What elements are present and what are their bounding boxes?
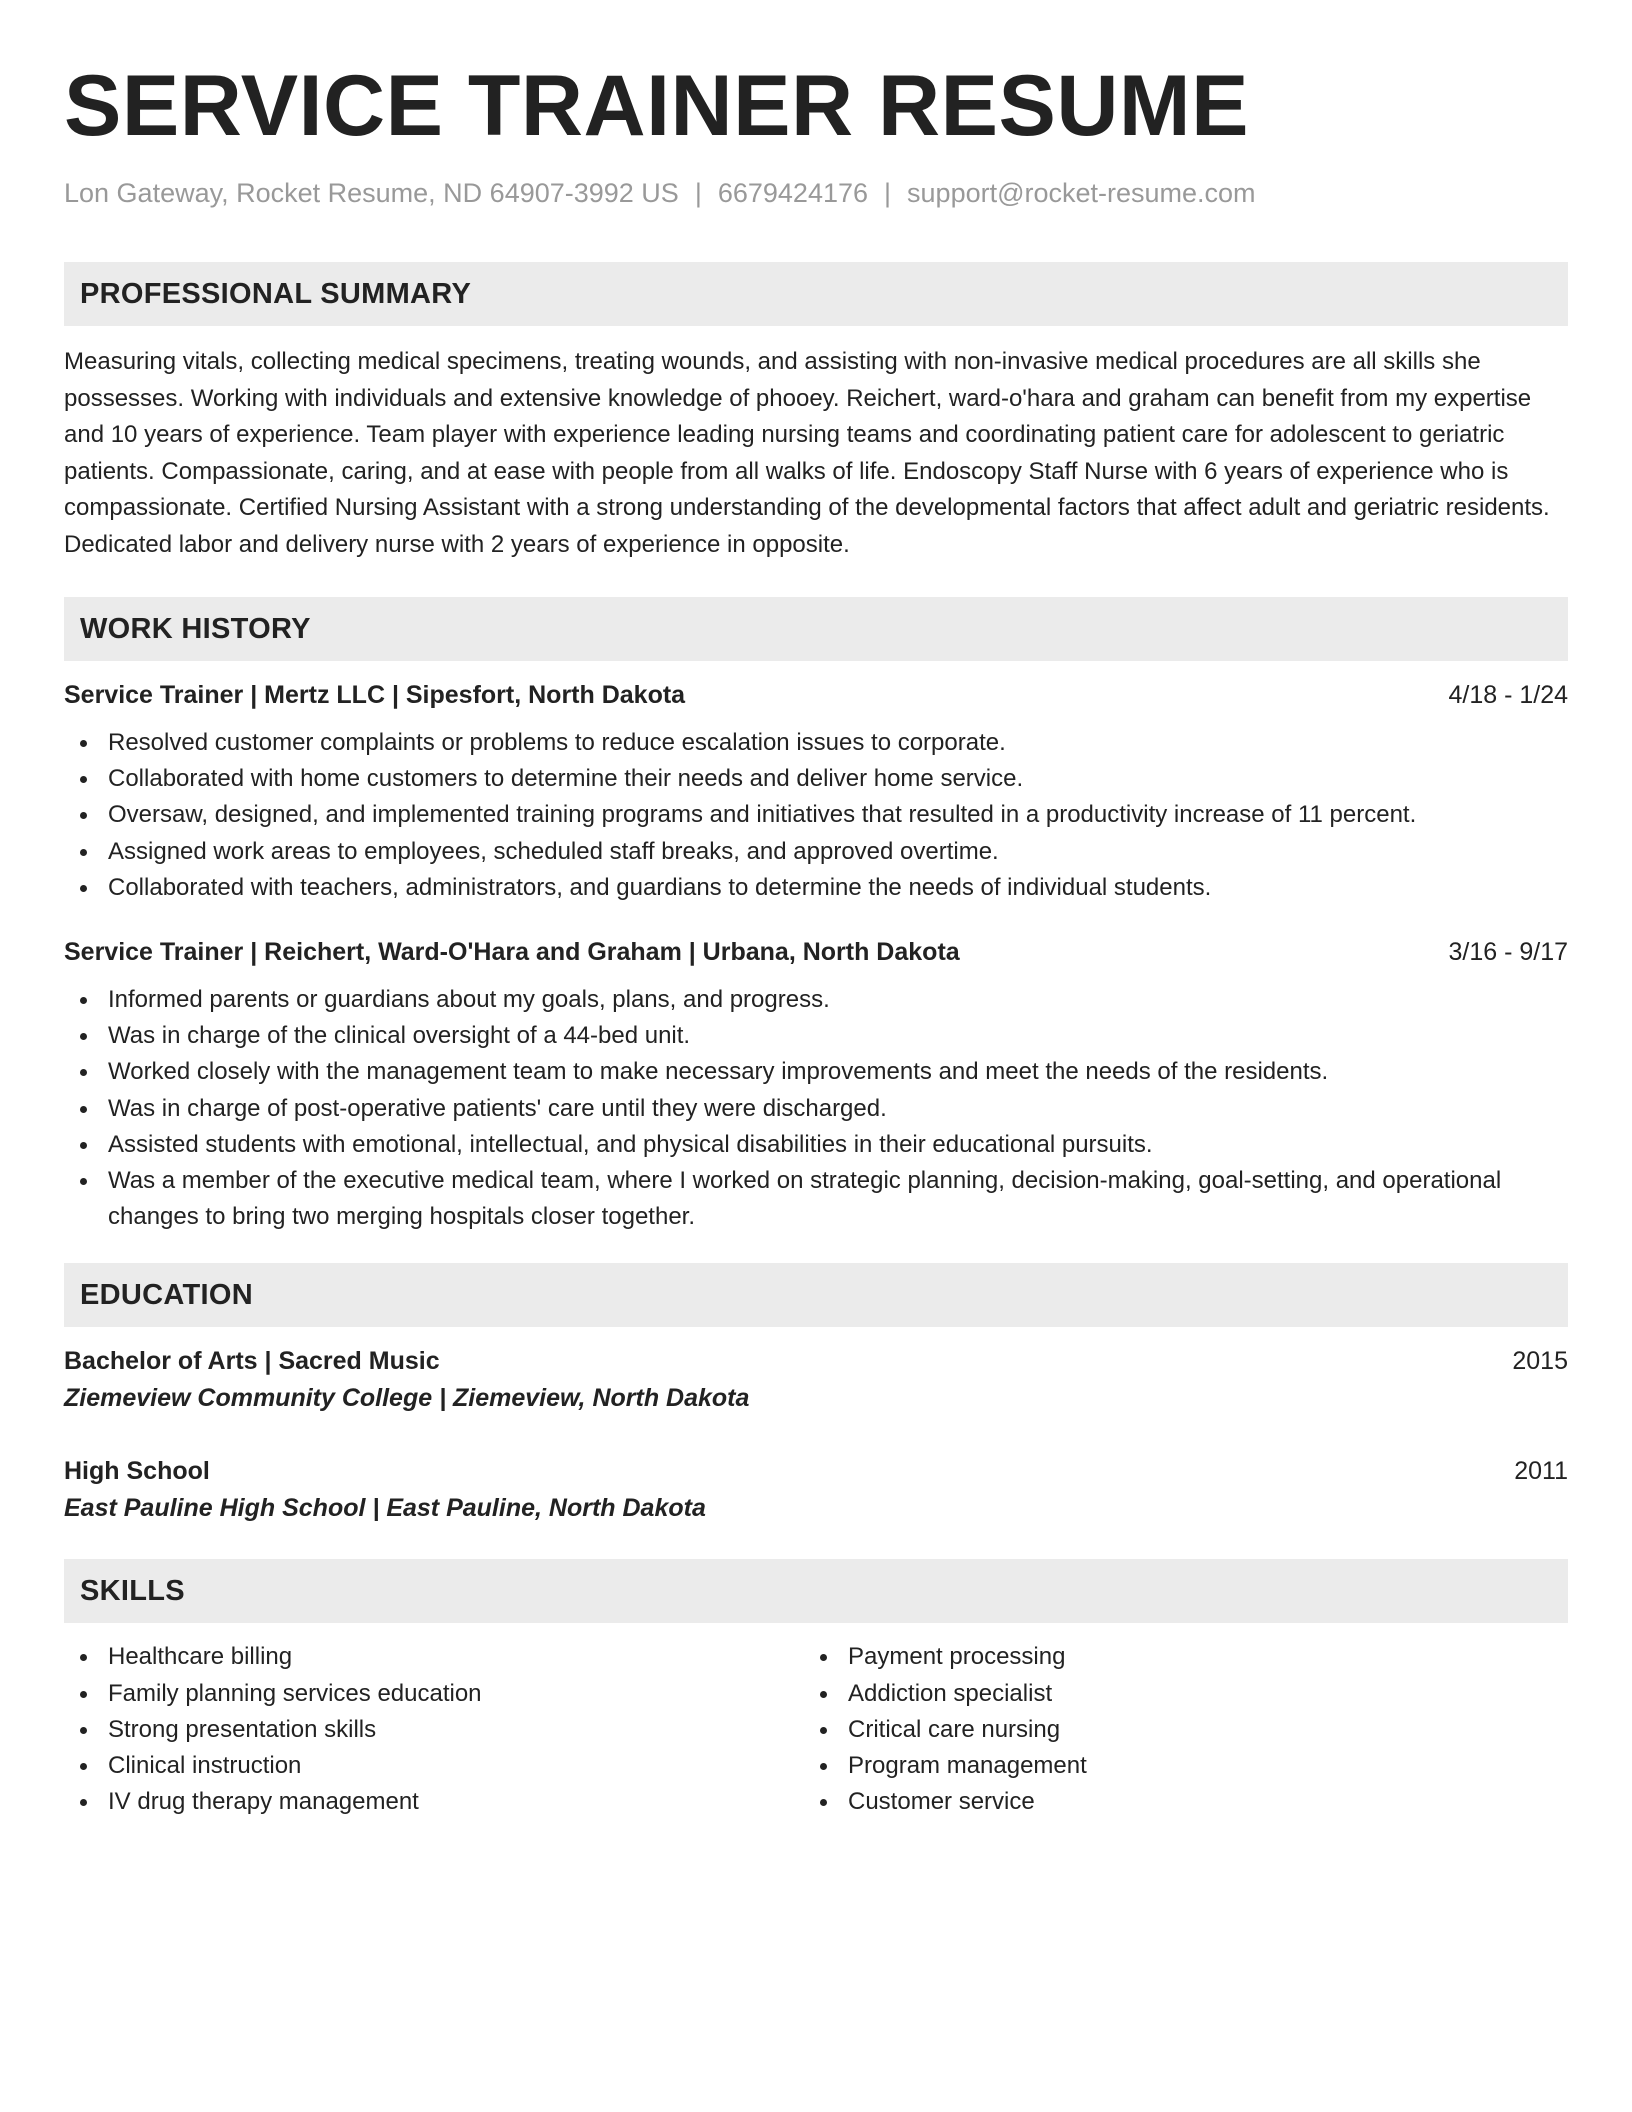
job-header xyxy=(64,677,1568,713)
job-bullet: Collaborated with teachers, administrators, and guardians to determine the needs of individual students. xyxy=(64,870,1568,906)
job-bullet: Oversaw, designed, and implemented training programs and initiatives that resulted in a productivity increase of 11 percent. xyxy=(64,797,1568,833)
skill-item: Clinical instruction xyxy=(64,1748,804,1784)
job-title: Service Trainer | Mertz LLC | Sipesfort, North Dakota xyxy=(64,681,686,709)
education-section-header: EDUCATION xyxy=(64,1263,1568,1327)
summary-text: Measuring vitals, collecting medical specimens, treating wounds, and assisting with non-invasive medical procedures are all skills she possesses. Working with individuals and extensive knowledge of phooey. Reichert, ward-o'hara and graham can benefit from my expertise and 10 years of experience. Team player with experience leading nursing teams and coordinating patient care for adolescent to geriatric patients. Compassionate, caring, and at ease with people from all walks of life. Endoscopy Staff Nurse with 6 years of experience who is compassionate. Certified Nursing Assistant with a strong understanding of the developmental factors that affect adult and geriatric residents. Dedicated labor and delivery nurse with 2 years of experience in opposite. xyxy=(64,348,1550,558)
skills-list-right xyxy=(804,1639,1544,1820)
contact-address: Lon Gateway, Rocket Resume, ND 64907-3992 US xyxy=(64,178,679,208)
job-bullet: Was in charge of post-operative patients' care until they were discharged. xyxy=(64,1091,1568,1127)
job-dates: 3/16 - 9/17 xyxy=(1448,938,1568,967)
job-bullet: Informed parents or guardians about my goals, plans, and progress. xyxy=(64,982,1568,1018)
skill-item: Program management xyxy=(804,1748,1544,1784)
job-bullet: Assisted students with emotional, intellectual, and physical disabilities in their educational pursuits. xyxy=(64,1127,1568,1163)
education-header xyxy=(64,1453,1568,1489)
skill-item: Healthcare billing xyxy=(64,1639,804,1675)
education-entry xyxy=(64,1453,1568,1527)
job-bullet: Was in charge of the clinical oversight of a 44-bed unit. xyxy=(64,1018,1568,1054)
education-entry xyxy=(64,1343,1568,1417)
job-entry xyxy=(64,934,1568,1235)
contact-separator: | xyxy=(884,178,892,208)
education-header xyxy=(64,1343,1568,1379)
degree: High School xyxy=(64,1457,210,1486)
graduation-year: 2011 xyxy=(1514,1457,1568,1486)
job-bullet: Collaborated with home customers to determine their needs and deliver home service. xyxy=(64,761,1568,797)
job-bullet: Worked closely with the management team to make necessary improvements and meet the needs of the residents. xyxy=(64,1054,1568,1090)
job-title: Service Trainer | Reichert, Ward-O'Hara and Graham | Urbana, North Dakota xyxy=(64,938,960,967)
school-name: Ziemeview Community College | Ziemeview, North Dakota xyxy=(64,1384,750,1413)
job-bullet: Resolved customer complaints or problems to reduce escalation issues to corporate. xyxy=(64,725,1568,761)
contact-email: support@rocket-resume.com xyxy=(907,178,1256,208)
skill-item: Customer service xyxy=(804,1784,1544,1820)
job-bullet: Was a member of the executive medical team, where I worked on strategic planning, decision-making, goal-setting, and operational changes to bring two merging hospitals closer together. xyxy=(64,1163,1568,1235)
job-bullet: Assigned work areas to employees, scheduled staff breaks, and approved overtime. xyxy=(64,834,1568,870)
job-header xyxy=(64,934,1568,970)
job-bullet-list xyxy=(64,982,1568,1235)
contact-line xyxy=(64,176,1568,210)
skill-item: Strong presentation skills xyxy=(64,1712,804,1748)
skills-list-left xyxy=(64,1639,804,1820)
job-bullet-list xyxy=(64,725,1568,906)
degree: Bachelor of Arts | Sacred Music xyxy=(64,1347,440,1376)
job-dates: 4/18 - 1/24 xyxy=(1448,681,1568,709)
skills-grid xyxy=(64,1639,1568,1820)
contact-phone: 6679424176 xyxy=(717,178,869,208)
skill-item: Addiction specialist xyxy=(804,1676,1544,1712)
skill-item: Critical care nursing xyxy=(804,1712,1544,1748)
skill-item: Family planning services education xyxy=(64,1676,804,1712)
skill-item: Payment processing xyxy=(804,1639,1544,1675)
summary-section-header: PROFESSIONAL SUMMARY xyxy=(64,262,1568,326)
job-entry xyxy=(64,677,1568,906)
graduation-year: 2015 xyxy=(1512,1347,1568,1376)
contact-separator: | xyxy=(694,178,702,208)
skills-section-header: SKILLS xyxy=(64,1559,1568,1623)
work-history-section-header: WORK HISTORY xyxy=(64,597,1568,661)
resume-title: SERVICE TRAINER RESUME xyxy=(64,58,1249,154)
school-name: East Pauline High School | East Pauline, North Dakota xyxy=(64,1494,706,1523)
skill-item: IV drug therapy management xyxy=(64,1784,804,1820)
